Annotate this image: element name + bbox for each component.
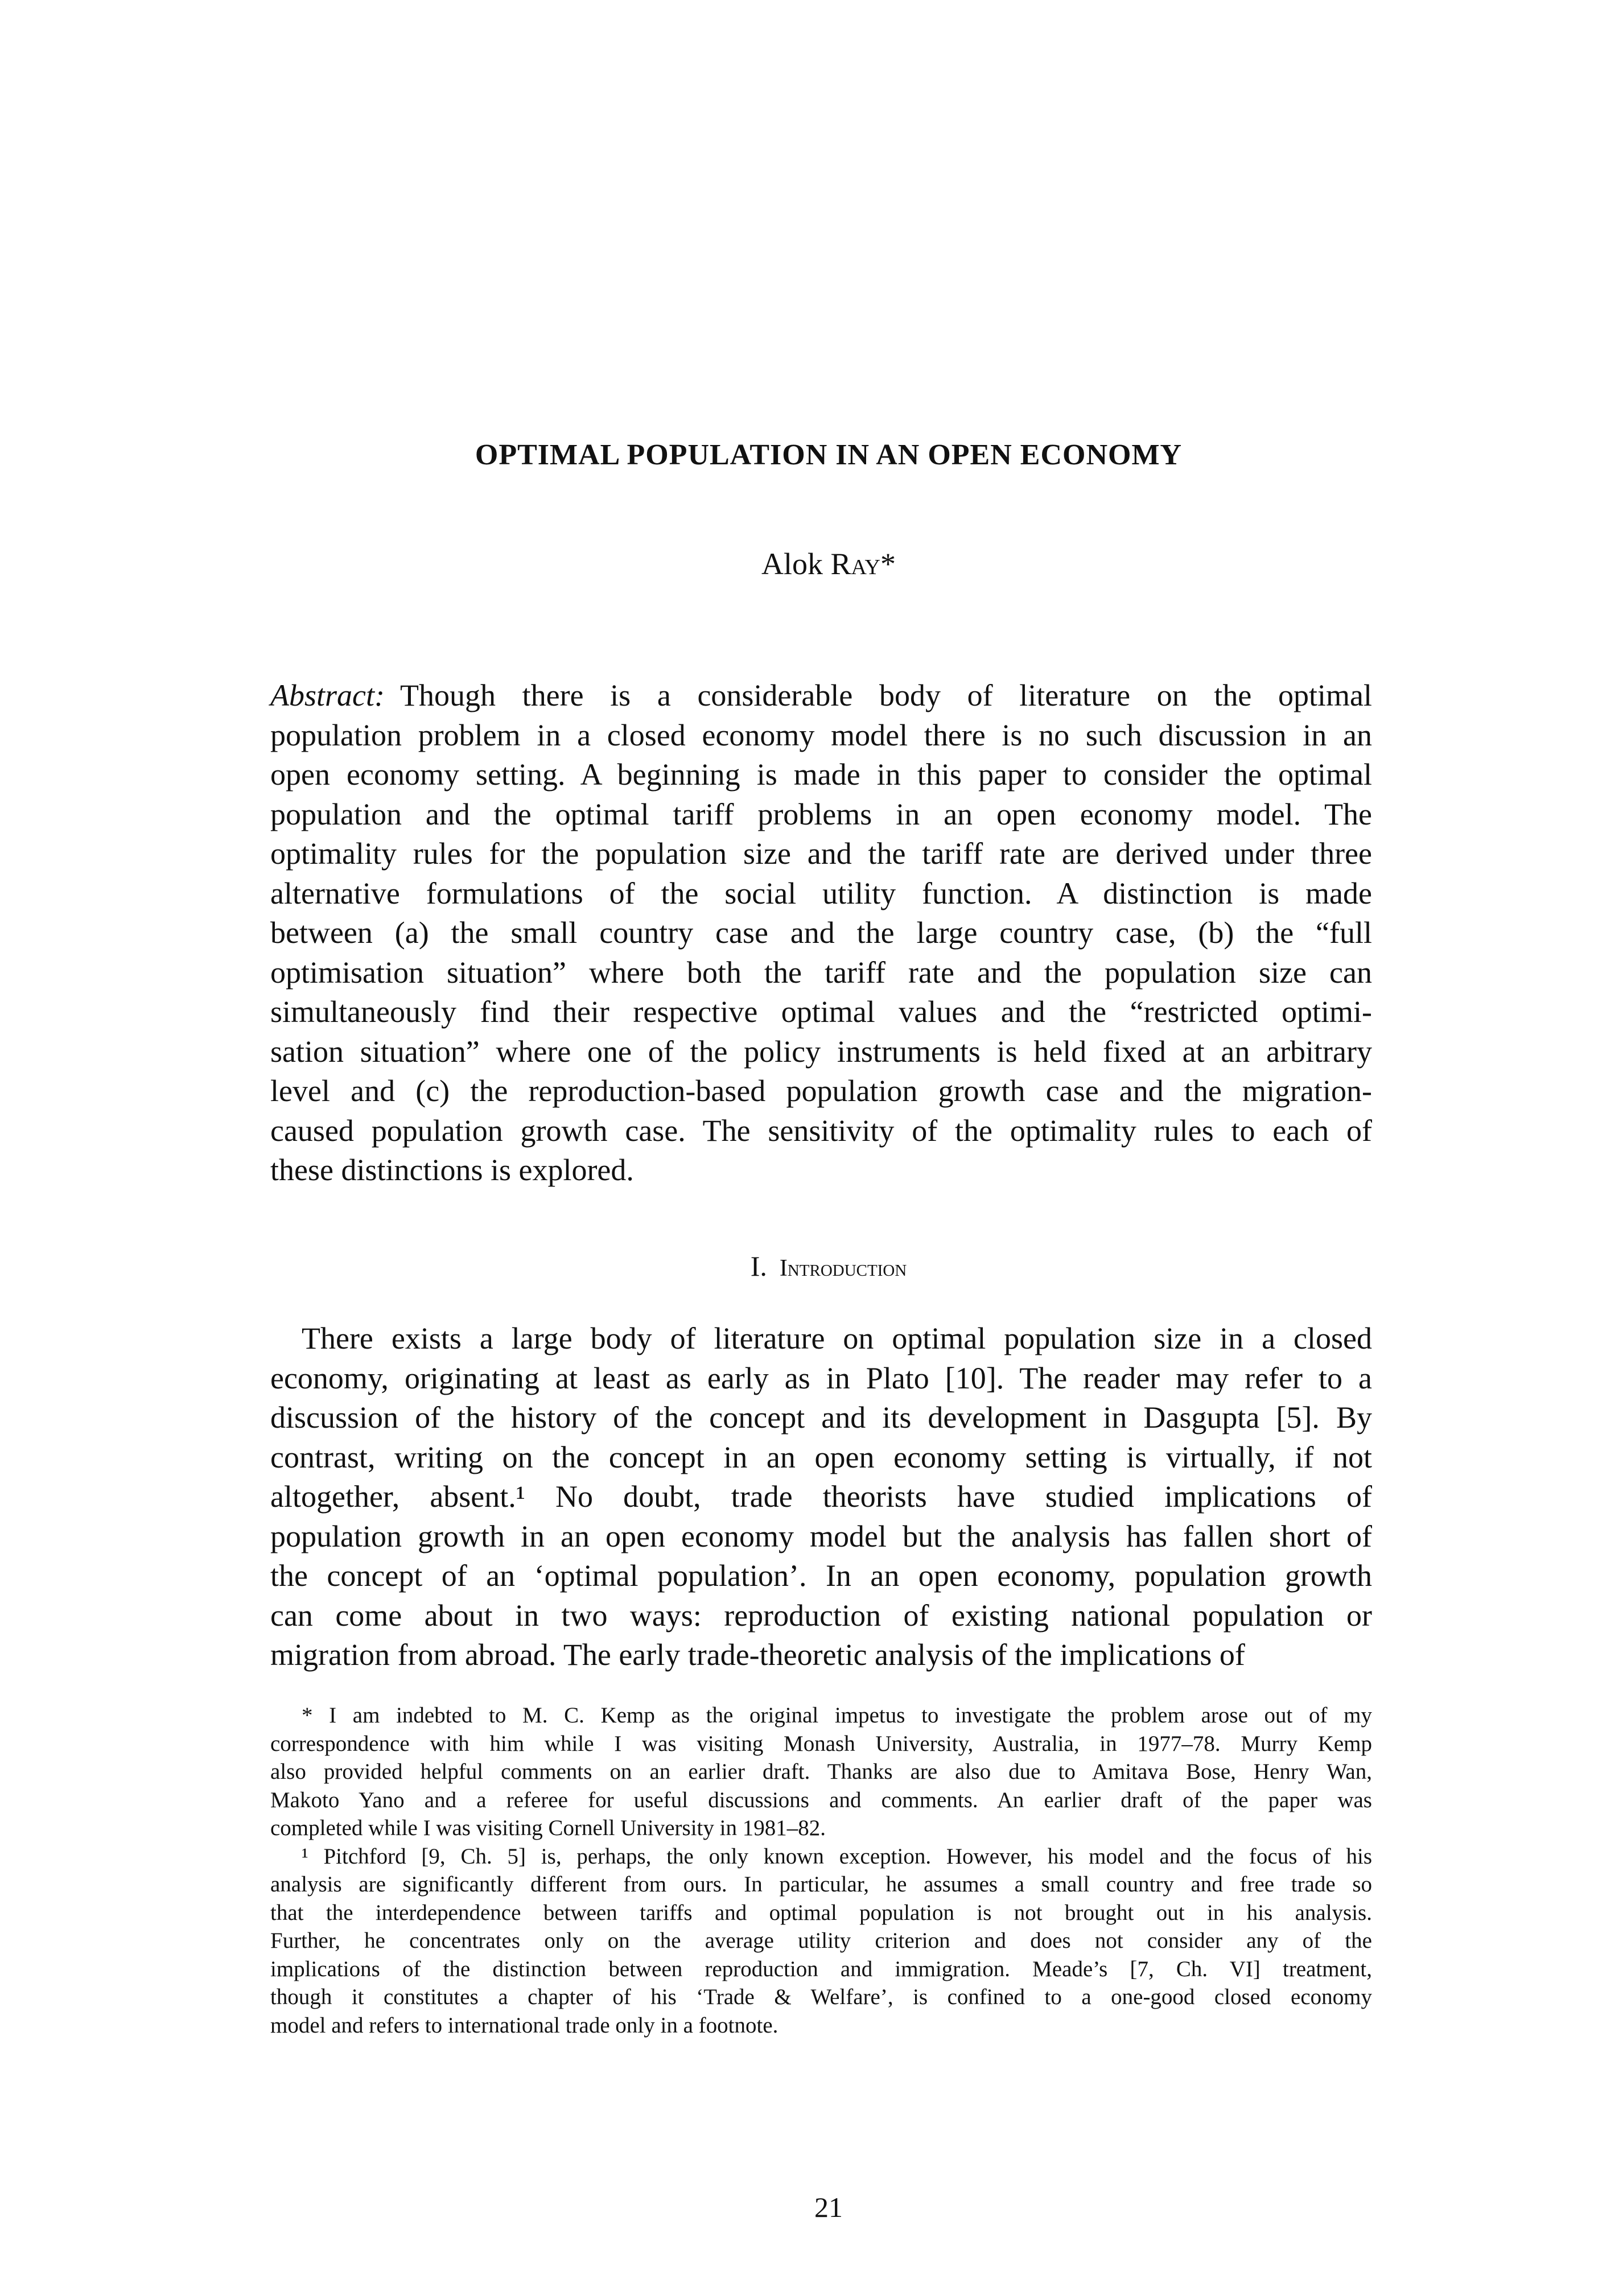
- text-line: caused population growth case. The sensitivity of the optimality rules to each of: [270, 1113, 1372, 1148]
- author: [0, 546, 1623, 582]
- text-line: population problem in a closed economy model there is no such discussion in an: [270, 718, 1372, 752]
- footnotes: [270, 1701, 1372, 2039]
- text-line: also provided helpful comments on an earlier draft. Thanks are also due to Amitava Bose, Henry Wan,: [270, 1759, 1372, 1784]
- paper-title: OPTIMAL POPULATION IN AN OPEN ECONOMY: [475, 439, 1183, 471]
- text-line: open economy setting. A beginning is made in this paper to consider the optimal: [270, 757, 1372, 792]
- text-line: that the interdependence between tariffs and optimal population is not brought out in his analysis.: [270, 1900, 1372, 1925]
- section-number: I.: [750, 1250, 767, 1282]
- text-line: these distinctions is explored.: [270, 1153, 634, 1187]
- text-line: can come about in two ways: reproduction of existing national population or: [270, 1598, 1372, 1633]
- text-line: [270, 676, 1372, 716]
- section-title: Introduction: [779, 1255, 907, 1281]
- author-footnote-mark: *: [880, 547, 896, 581]
- text-line: There exists a large body of literature on optimal population size in a closed: [302, 1321, 1372, 1355]
- author-last-name: Ray: [830, 547, 880, 581]
- text-line: alternative formulations of the social utility function. A distinction is made: [270, 876, 1372, 910]
- abstract: [270, 676, 1372, 1190]
- section-heading: [0, 1250, 1623, 1283]
- text-line: Further, he concentrates only on the average utility criterion and does not consider any of the: [270, 1928, 1372, 1953]
- text-line: the concept of an ‘optimal population’. In an open economy, population growth: [270, 1559, 1372, 1593]
- page-number: 21: [814, 2191, 843, 2223]
- text-line: though it constitutes a chapter of his ‘Trade & Welfare’, is confined to a one-good closed economy: [270, 1985, 1372, 2009]
- text-line: between (a) the small country case and the large country case, (b) the “full: [270, 916, 1372, 950]
- text-line: analysis are significantly different from ours. In particular, he assumes a small country and free trade so: [270, 1872, 1372, 1897]
- text-line: altogether, absent.¹ No doubt, trade theorists have studied implications of: [270, 1479, 1372, 1514]
- text-line: completed while I was visiting Cornell University in 1981–82.: [270, 1816, 826, 1840]
- text-line: sation situation” where one of the policy instruments is held fixed at an arbitrary: [270, 1034, 1372, 1069]
- text-line: ¹ Pitchford [9, Ch. 5] is, perhaps, the only known exception. However, his model and the focus of his: [302, 1844, 1372, 1869]
- introduction-paragraph: [270, 1319, 1372, 1675]
- text-line: population growth in an open economy model but the analysis has fallen short of: [270, 1519, 1372, 1553]
- author-first-name: Alok: [761, 547, 823, 581]
- text-line: simultaneously find their respective optimal values and the “restricted optimi-: [270, 995, 1372, 1029]
- text-line: correspondence with him while I was visiting Monash University, Australia, in 1977–78. Murry Kemp: [270, 1731, 1372, 1756]
- text-line: optimality rules for the population size and the tariff rate are derived under three: [270, 836, 1372, 871]
- abstract-label: Abstract:: [270, 678, 385, 712]
- text-line: discussion of the history of the concept and its development in Dasgupta [5]. By: [270, 1400, 1372, 1435]
- text-line: model and refers to international trade only in a footnote.: [270, 2013, 778, 2038]
- text-line: optimisation situation” where both the tariff rate and the population size can: [270, 955, 1372, 990]
- footnote: [270, 1701, 1372, 1842]
- text-line: population and the optimal tariff problems in an open economy model. The: [270, 797, 1372, 831]
- text-line: migration from abroad. The early trade-theoretic analysis of the implications of: [270, 1638, 1245, 1672]
- text-line: economy, originating at least as early as in Plato [10]. The reader may refer to a: [270, 1361, 1372, 1395]
- text-line: implications of the distinction between reproduction and immigration. Meade’s [7, Ch. VI] treatment,: [270, 1956, 1372, 1981]
- text-line: level and (c) the reproduction-based population growth case and the migration-: [270, 1074, 1372, 1108]
- text-line: * I am indebted to M. C. Kemp as the original impetus to investigate the problem arose out of my: [302, 1703, 1372, 1728]
- footnote: [270, 1842, 1372, 2040]
- text-line: contrast, writing on the concept in an open economy setting is virtually, if not: [270, 1440, 1372, 1474]
- abstract-text: Though there is a considerable body of literature on the optimal: [399, 678, 1372, 712]
- text-line: Makoto Yano and a referee for useful discussions and comments. An earlier draft of the paper was: [270, 1787, 1372, 1812]
